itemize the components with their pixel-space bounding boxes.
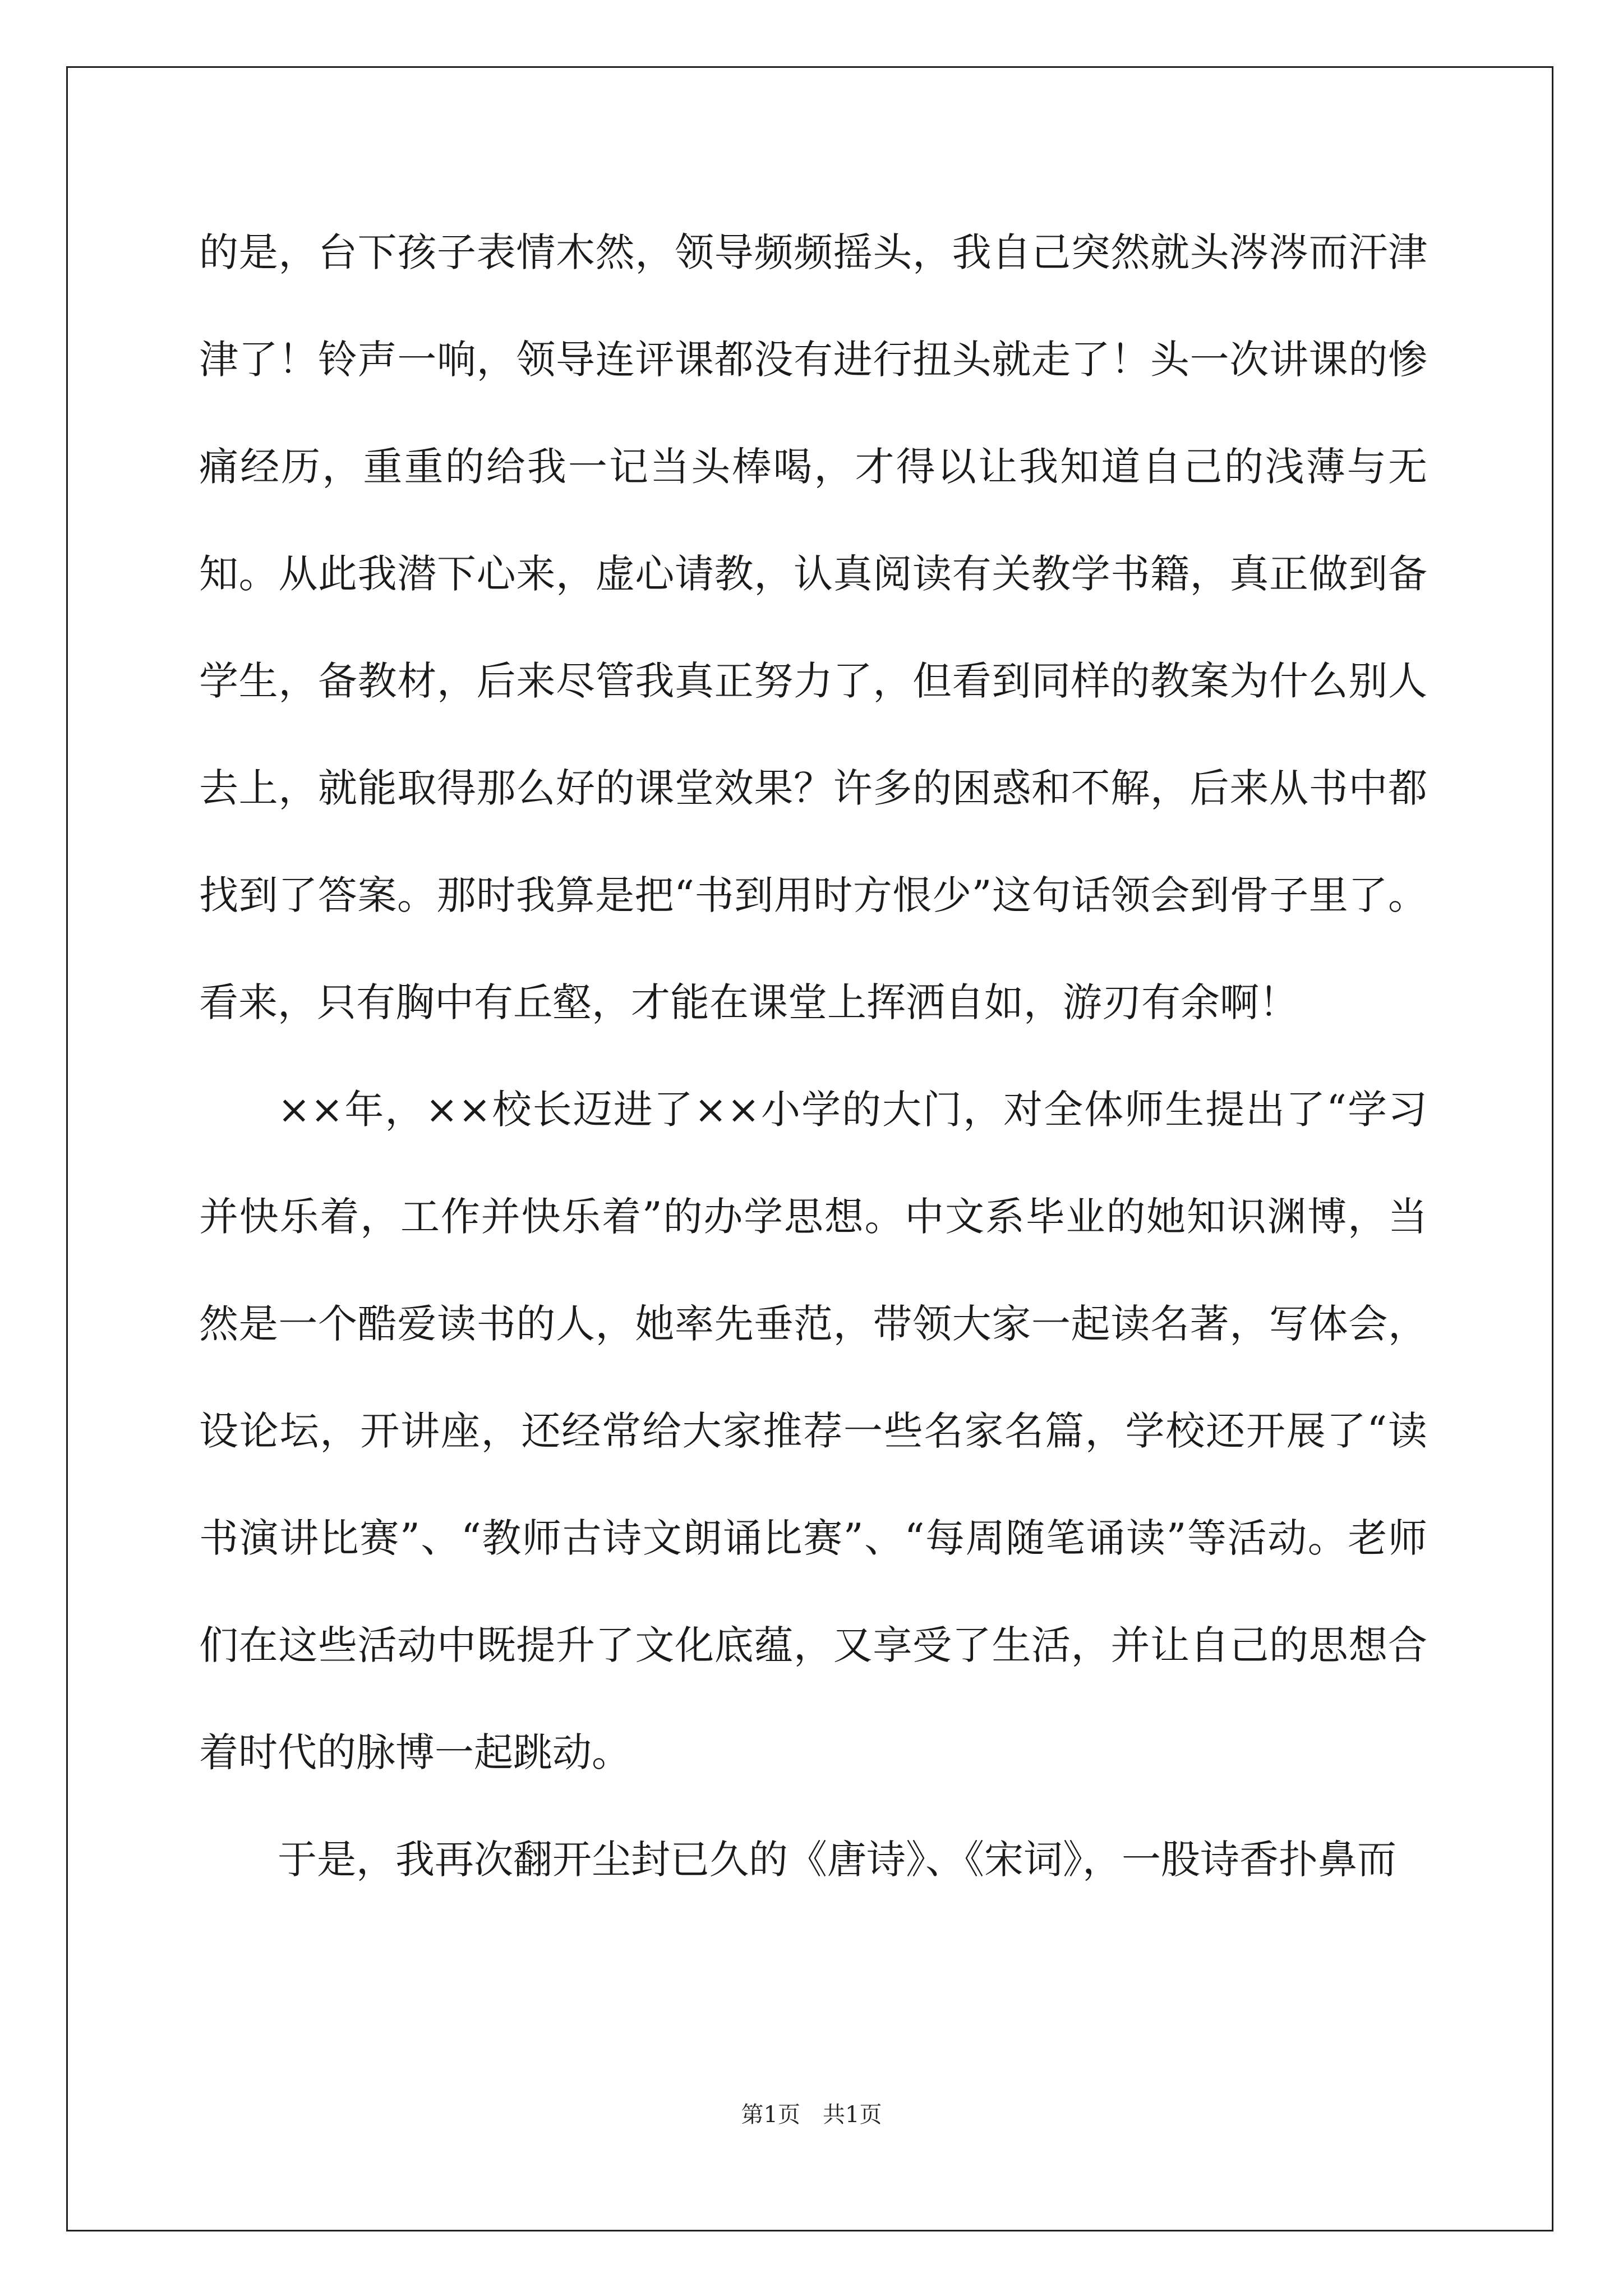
paragraph-3: 于是，我再次翻开尘封已久的《唐诗》、《宋词》，一股诗香扑鼻而 [278, 1837, 1396, 1883]
paragraph-2: ××年，××校长迈进了××小学的大门，对全体师生提出了“学习并快乐着，工作并快乐着”的办学思想。中文系毕业的她知识渊博，当然是一个酷爱读书的人，她率先垂范，带领大家一起读名著，写体会，设论坛，开讲座，还经常给大家推荐一些名家名篇，学校还开展了“读书演讲比赛”、“教师古诗文朗诵比赛”、“每周随笔诵读”等活动。老师们在这些活动中既提升了文化底蕴，又享受了生活，并让自己的思想合着时代的脉博一起跳动。 [199, 1087, 1427, 1775]
paragraph-1: 的是，台下孩子表情木然，领导频频摇头，我自己突然就头涔涔而汗津津了！铃声一响，领导连评课都没有进行扭头就走了！头一次讲课的惨痛经历，重重的给我一记当头棒喝，才得以让我知道自己的浅薄与无知。从此我潜下心来，虚心请教，认真阅读有关教学书籍，真正做到备学生，备教材，后来尽管我真正努力了，但看到同样的教案为什么别人去上，就能取得那么好的课堂效果？许多的困惑和不解，后来从书中都找到了答案。那时我算是把“书到用时方恨少”这句话领会到骨子里了。看来，只有胸中有丘壑，才能在课堂上挥洒自如，游刃有余啊！ [199, 229, 1427, 1025]
page-footer: 第1页 共1页 [741, 2102, 882, 2128]
document-body [199, 199, 1427, 1913]
